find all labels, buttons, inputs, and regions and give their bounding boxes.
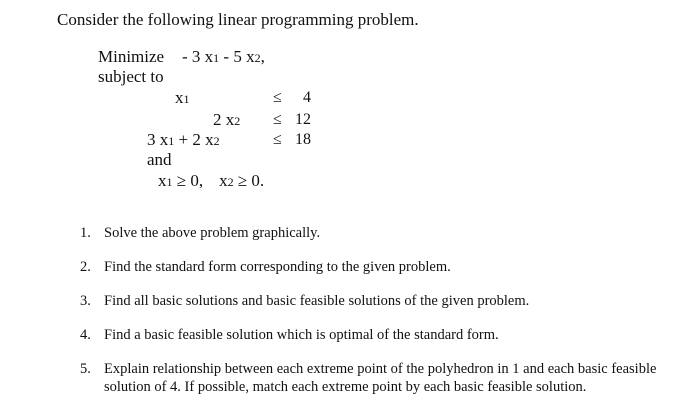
constraint-1-rhs: 4 <box>303 89 311 106</box>
and-label: and <box>147 150 172 169</box>
task-text: Find all basic solutions and basic feasible solutions of the given problem. <box>104 293 530 309</box>
constraint-1-lhs: x1 <box>175 88 190 107</box>
task-text: Explain relationship between each extreme point of the polyhedron in 1 and each basic feasible solution of 4. If possible, match each extreme point by each basic feasible solution. <box>104 361 657 395</box>
list-item <box>80 258 690 276</box>
minimize-label: Minimize <box>98 47 165 66</box>
objective-function: - 3 x1 - 5 x2, <box>182 47 265 66</box>
task-text: Find the standard form corresponding to the given problem. <box>104 259 451 275</box>
constraint-3-relation: ≤ <box>273 131 282 148</box>
task-number: 5. <box>80 361 91 377</box>
task-number: 3. <box>80 293 91 309</box>
task-text: Find a basic feasible solution which is optimal of the standard form. <box>104 327 499 343</box>
constraint-2-relation: ≤ <box>273 111 282 128</box>
subject-to-label: subject to <box>98 67 164 86</box>
list-item <box>80 292 690 310</box>
list-item <box>80 360 690 396</box>
task-list <box>80 224 690 396</box>
constraint-3-rhs: 18 <box>295 131 311 148</box>
constraint-1-relation: ≤ <box>273 89 282 106</box>
list-item <box>80 224 690 242</box>
constraint-2-lhs: 2 x2 <box>213 110 241 129</box>
task-number: 1. <box>80 225 91 241</box>
constraint-2-rhs: 12 <box>295 111 311 128</box>
constraint-3-lhs: 3 x1 + 2 x2 <box>147 130 220 149</box>
task-text: Solve the above problem graphically. <box>104 225 321 241</box>
task-number: 4. <box>80 327 91 343</box>
task-number: 2. <box>80 259 91 275</box>
nonnegativity-constraints: x1 ≥ 0, x2 ≥ 0. <box>158 171 265 190</box>
list-item <box>80 326 690 344</box>
problem-intro: Consider the following linear programming problem. <box>57 10 419 29</box>
